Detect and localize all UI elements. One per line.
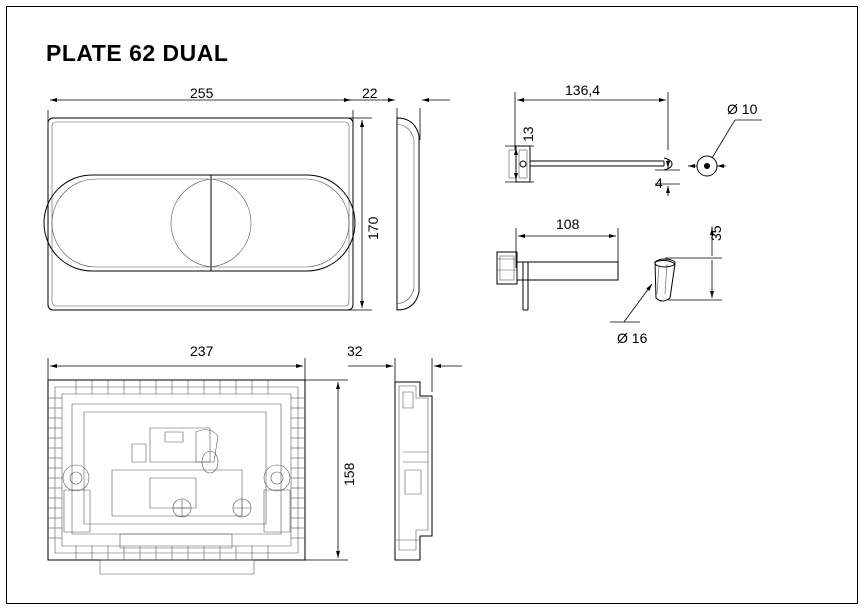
page-title: PLATE 62 DUAL — [46, 40, 229, 66]
dim-label-frame-height: 158 — [341, 462, 357, 486]
dim-label-side-depth: 22 — [362, 85, 378, 101]
sheet-border — [6, 6, 858, 604]
dim-label-bracket-diameter: Ø 16 — [617, 330, 648, 346]
dim-label-frame-width: 237 — [190, 343, 214, 359]
dim-label-frame-depth: 32 — [347, 343, 363, 359]
dim-label-front-height: 170 — [365, 216, 381, 240]
dim-label-rod-offset: 4 — [655, 175, 663, 191]
dim-label-rod-length: 136,4 — [565, 82, 601, 98]
dim-label-bracket-length: 108 — [556, 216, 580, 232]
dim-label-front-width: 255 — [190, 85, 214, 101]
dim-label-rod-diameter: Ø 10 — [727, 101, 758, 117]
dim-label-bracket-height: 35 — [708, 225, 724, 241]
dim-label-rod-height: 13 — [520, 126, 536, 142]
